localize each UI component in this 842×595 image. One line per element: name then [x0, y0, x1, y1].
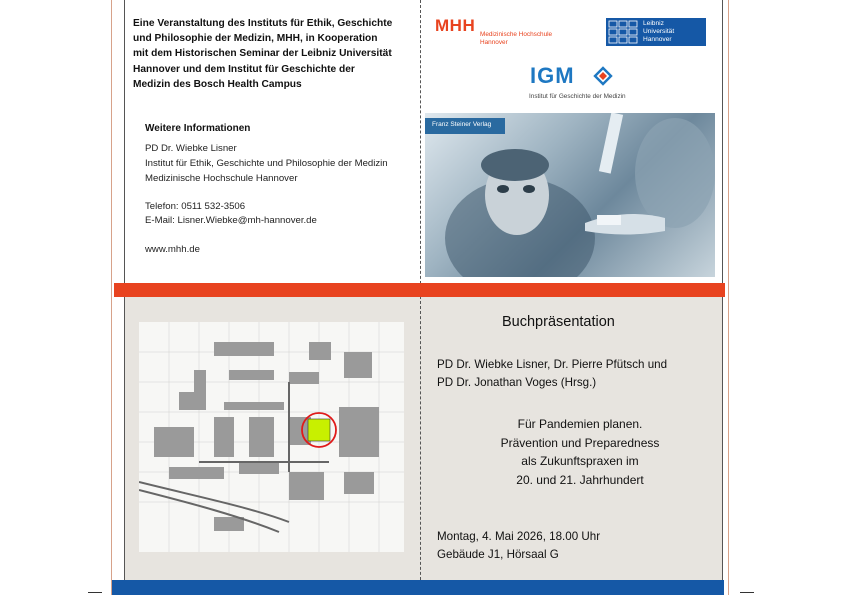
website-link[interactable]: www.mhh.de — [145, 244, 200, 255]
blue-footer-band — [112, 580, 724, 595]
trim-line-left — [111, 0, 112, 595]
luh-text-line: Universität — [643, 28, 675, 36]
mhh-sub-line: Medizinische Hochschule — [480, 31, 553, 38]
crop-mark — [740, 592, 754, 593]
intro-text — [133, 16, 405, 92]
contact-institute: Institut für Ethik, Geschichte und Philosophie der Medizin — [145, 158, 388, 169]
luh-text-line: Hannover — [643, 36, 672, 44]
cover-photo-illustration — [425, 113, 715, 277]
contact-name: PD Dr. Wiebke Lisner — [145, 143, 237, 154]
igm-diamond-icon — [593, 66, 613, 86]
event-place: Gebäude J1, Hörsaal G — [437, 547, 559, 561]
panel-edge-left — [124, 0, 125, 595]
publisher-label: Franz Steiner Verlag — [432, 121, 492, 128]
intro-line: und Philosophie der Medizin, MHH, in Kooperation — [133, 33, 378, 45]
contact-school: Medizinische Hochschule Hannover — [145, 173, 298, 184]
intro-line: Hannover und dem Institut für Geschichte der — [133, 63, 355, 75]
orange-divider-band — [114, 283, 725, 297]
subtitle-line: Für Pandemien planen. — [517, 417, 643, 431]
authors-line: PD Dr. Wiebke Lisner, Dr. Pierre Pfütsch und — [437, 358, 668, 371]
luh-text-line: Leibniz — [643, 20, 664, 27]
cover-photo — [425, 113, 715, 277]
crop-mark — [88, 592, 102, 593]
subtitle-line: 20. und 21. Jahrhundert — [516, 472, 644, 487]
campus-map — [139, 322, 404, 552]
book-subtitle — [430, 415, 730, 489]
intro-line: mit dem Historischen Seminar der Leibniz Universität — [133, 48, 392, 60]
authors — [437, 356, 717, 391]
event-date: Montag, 4. Mai 2026, 18.00 Uhr — [437, 530, 601, 543]
authors-line: PD Dr. Jonathan Voges (Hrsg.) — [437, 375, 597, 389]
fold-line — [420, 0, 421, 595]
mhh-logo-subtitle — [480, 31, 552, 47]
luh-logo-text — [643, 20, 674, 45]
mhh-sub-line: Hannover — [480, 39, 508, 46]
luh-grid-icon — [608, 20, 638, 44]
igm-logo: IGM — [530, 63, 575, 88]
intro-line: Medizin des Bosch Health Campus — [133, 78, 302, 90]
event-details — [437, 528, 600, 563]
campus-map-drawing — [139, 322, 404, 552]
subtitle-line: als Zukunftspraxen im — [521, 454, 639, 468]
panel-edge-right — [722, 0, 723, 595]
subtitle-line: Prävention und Preparedness — [500, 435, 660, 450]
info-heading: Weitere Informationen — [145, 123, 251, 134]
mhh-logo: MHH — [435, 16, 476, 35]
trim-line-right — [728, 0, 729, 595]
event-title: Buchpräsentation — [502, 314, 615, 330]
contact-phone: Telefon: 0511 532-3506 — [145, 201, 246, 212]
igm-logo-subtitle: Institut für Geschichte der Medizin — [529, 93, 626, 100]
intro-line: Eine Veranstaltung des Instituts für Ethik, Geschichte — [133, 18, 393, 29]
contact-email[interactable]: E-Mail: Lisner.Wiebke@mh-hannover.de — [145, 215, 317, 226]
